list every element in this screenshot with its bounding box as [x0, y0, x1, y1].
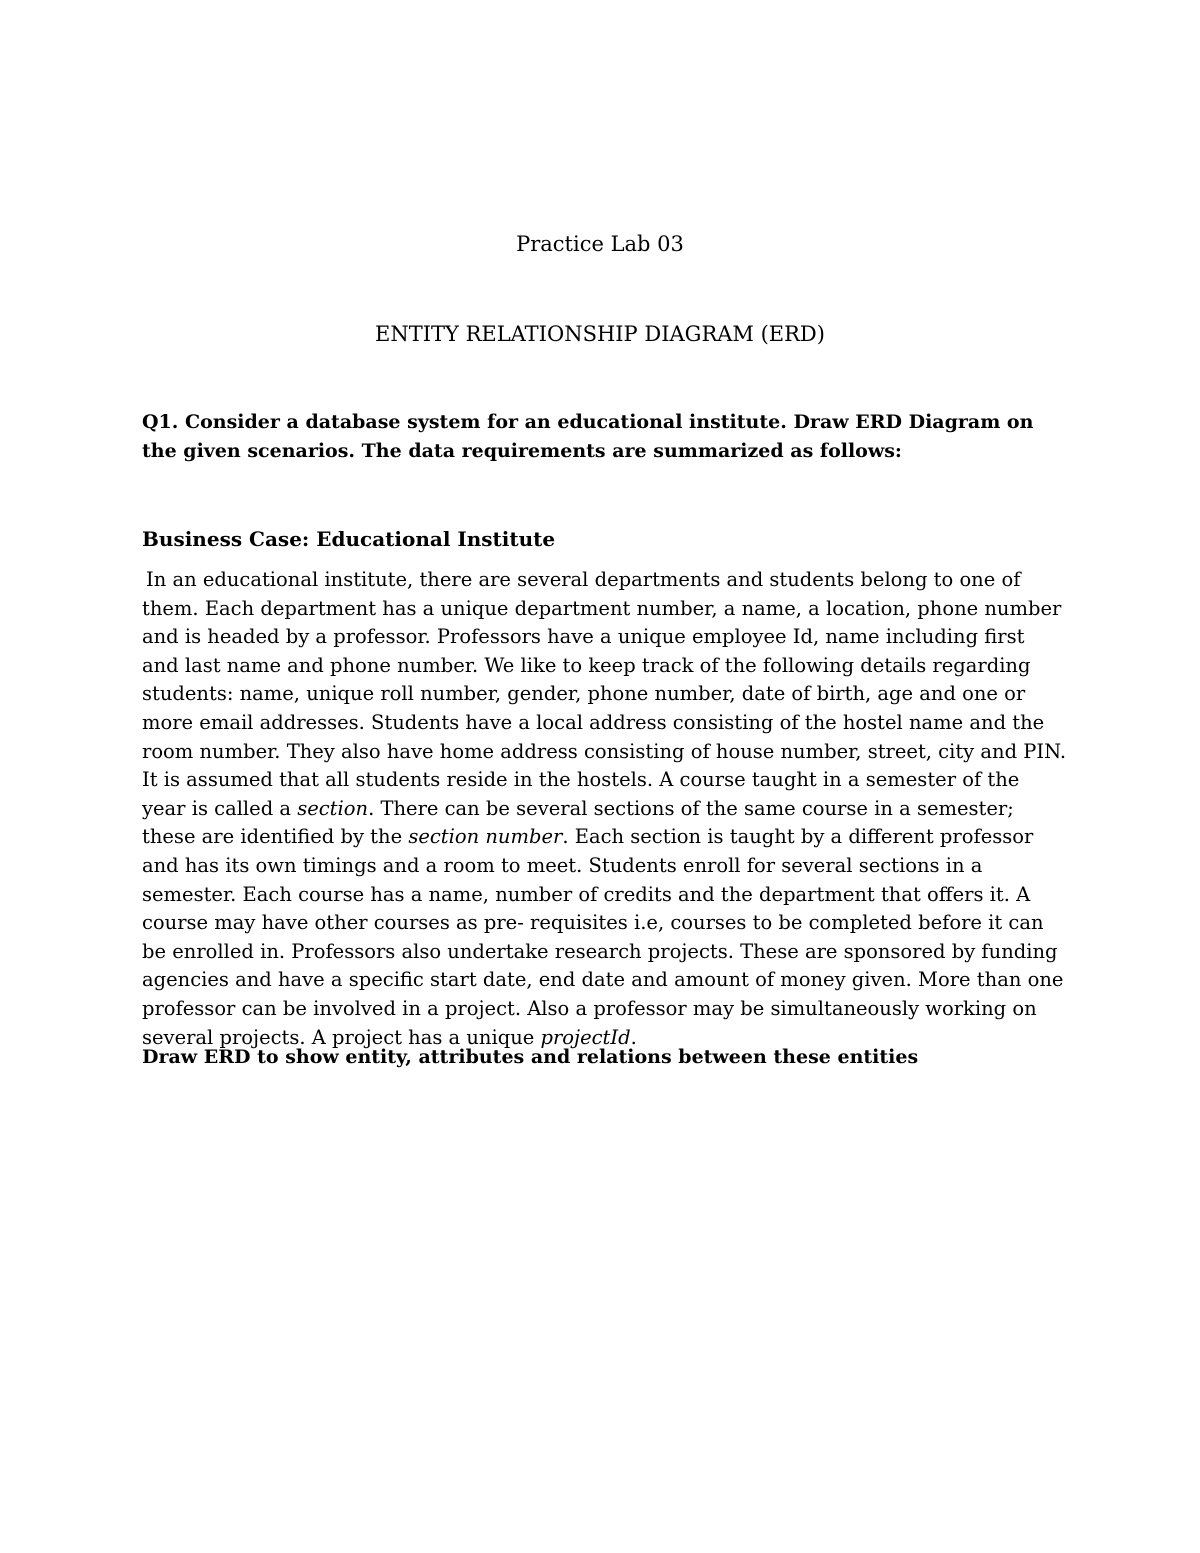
case-body-part-4: .	[630, 1025, 637, 1049]
case-body-emphasis-project-id: projectId	[540, 1025, 631, 1049]
case-body-emphasis-section: section	[297, 796, 369, 820]
case-body-part-2: . There can be several sections of the same course in a semester; these are identified by the	[142, 796, 1014, 849]
case-body-part-3: . Each section is taught by a different professor and has its own timings and a room to meet. Students enroll for several sections in a semester. Each course has a name, number of credits and the department that offers it. A course may have other courses as pre- requisites i.e, courses to be completed before it can be enrolled in. Professors also undertake research projects. These are sponsored by funding agencies and have a specific start date, end date and amount of money given. More than one professor can be involved in a project. Also a professor may be simultaneously working on several projects. A project has a unique	[142, 825, 1064, 1049]
case-body-part-1: In an educational institute, there are several departments and students belong to one of them. Each department has a unique department number, a name, a location, phone number and is headed by a professor. Professors have a unique employee Id, name including first and last name and phone number. We like to keep track of the following details regarding students: name, unique roll number, gender, phone number, date of birth, age and one or more email addresses. Students have a local address consisting of the hostel name and the room number. They also have home address consisting of house number, street, city and PIN. It is assumed that all students reside in the hostels. A course taught in a semester of the year is called a	[142, 568, 1067, 820]
case-body-emphasis-section-number: section number	[408, 825, 563, 849]
question-text: Q1. Consider a database system for an educational institute. Draw ERD Diagram on the given scenarios. The data requirements are summarized as follows:	[142, 411, 1034, 462]
lab-title: Practice Lab 03	[516, 232, 684, 256]
instruction-text: Draw ERD to show entity, attributes and relations between these entities	[142, 1046, 919, 1068]
section-title: ENTITY RELATIONSHIP DIAGRAM (ERD)	[375, 322, 825, 346]
business-case-body	[142, 566, 1067, 1052]
business-case-heading: Business Case: Educational Institute	[142, 527, 556, 551]
